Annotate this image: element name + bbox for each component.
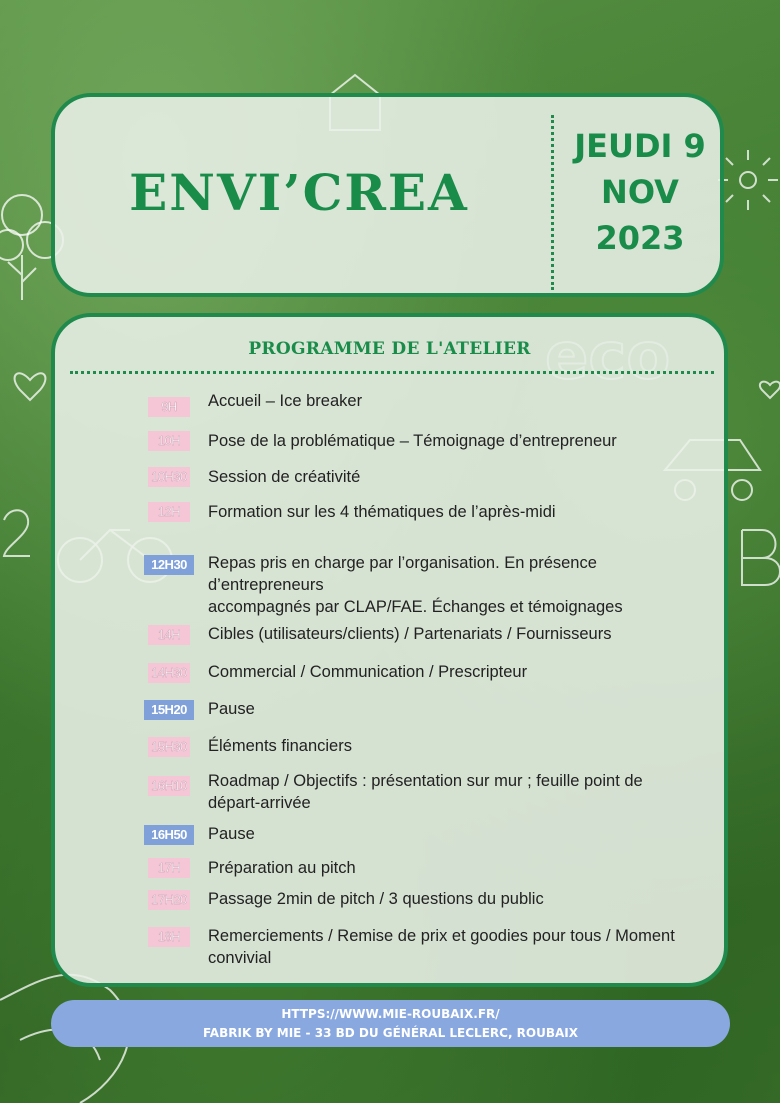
session-text xyxy=(208,552,708,618)
session-text xyxy=(208,770,708,814)
time-badge: 10H30 xyxy=(148,467,190,487)
session-text xyxy=(208,390,708,412)
time-badge: 12H30 xyxy=(144,555,194,575)
session-text-line: départ-arrivée xyxy=(208,794,311,812)
session-text-line: Accueil – Ice breaker xyxy=(208,392,363,410)
session-text xyxy=(208,661,708,683)
event-date-month: NOV xyxy=(601,173,679,211)
time-badge: 16H50 xyxy=(144,825,194,845)
session-text-line: Éléments financiers xyxy=(208,737,352,755)
session-text-line: Pause xyxy=(208,700,255,718)
time-badge: 9H xyxy=(148,397,190,417)
session-text-line: Cibles (utilisateurs/clients) / Partenariats / Fournisseurs xyxy=(208,625,612,643)
session-text xyxy=(208,888,708,910)
time-badge: 14H xyxy=(148,625,190,645)
event-date xyxy=(560,123,720,261)
session-text xyxy=(208,925,708,969)
footer-address: FABRIK BY MIE - 33 BD DU GÉNÉRAL LECLERC, ROUBAIX xyxy=(202,1026,579,1040)
session-text xyxy=(208,857,708,879)
time-badge: 10H xyxy=(148,431,190,451)
session-text xyxy=(208,501,708,523)
header-divider xyxy=(551,115,554,290)
program-divider xyxy=(70,371,714,374)
event-date-year: 2023 xyxy=(595,219,685,257)
session-text xyxy=(208,430,708,452)
time-badge: 15H20 xyxy=(144,700,194,720)
time-badge: 17H20 xyxy=(148,890,190,910)
time-badge: 18H xyxy=(148,927,190,947)
program-card xyxy=(51,313,728,987)
footer-info xyxy=(51,1000,730,1047)
session-text xyxy=(208,698,708,720)
session-text-line: Session de créativité xyxy=(208,468,361,486)
time-badge: 14H30 xyxy=(148,663,190,683)
header-card xyxy=(51,93,724,297)
session-text-line: convivial xyxy=(208,949,272,967)
session-text xyxy=(208,823,708,845)
event-title: ENVI’CREA xyxy=(129,163,469,222)
session-text-line: Pose de la problématique – Témoignage d’entrepreneur xyxy=(208,432,617,450)
time-badge: 15H30 xyxy=(148,737,190,757)
time-badge: 16H10 xyxy=(148,776,190,796)
session-text-line: Remerciements / Remise de prix et goodies pour tous / Moment xyxy=(208,927,675,945)
session-text-line: Roadmap / Objectifs : présentation sur mur ; feuille point de xyxy=(208,772,643,790)
session-text-line: Formation sur les 4 thématiques de l’après-midi xyxy=(208,503,556,521)
session-text xyxy=(208,735,708,757)
program-heading: PROGRAMME DE L'ATELIER xyxy=(248,339,531,359)
session-text xyxy=(208,623,708,645)
session-text-line: Repas pris en charge par l’organisation. En présence d’entrepreneurs xyxy=(208,554,597,594)
session-text-line: accompagnés par CLAP/FAE. Échanges et témoignages xyxy=(208,598,623,616)
footer-url-link[interactable]: HTTPS://WWW.MIE-ROUBAIX.FR/ xyxy=(281,1007,500,1021)
session-text-line: Préparation au pitch xyxy=(208,859,356,877)
time-badge: 12H xyxy=(148,502,190,522)
session-text-line: Commercial / Communication / Prescripteur xyxy=(208,663,528,681)
time-badge: 17H xyxy=(148,858,190,878)
event-date-day: JEUDI 9 xyxy=(574,127,706,165)
session-text xyxy=(208,466,708,488)
session-text-line: Passage 2min de pitch / 3 questions du public xyxy=(208,890,544,908)
session-text-line: Pause xyxy=(208,825,255,843)
